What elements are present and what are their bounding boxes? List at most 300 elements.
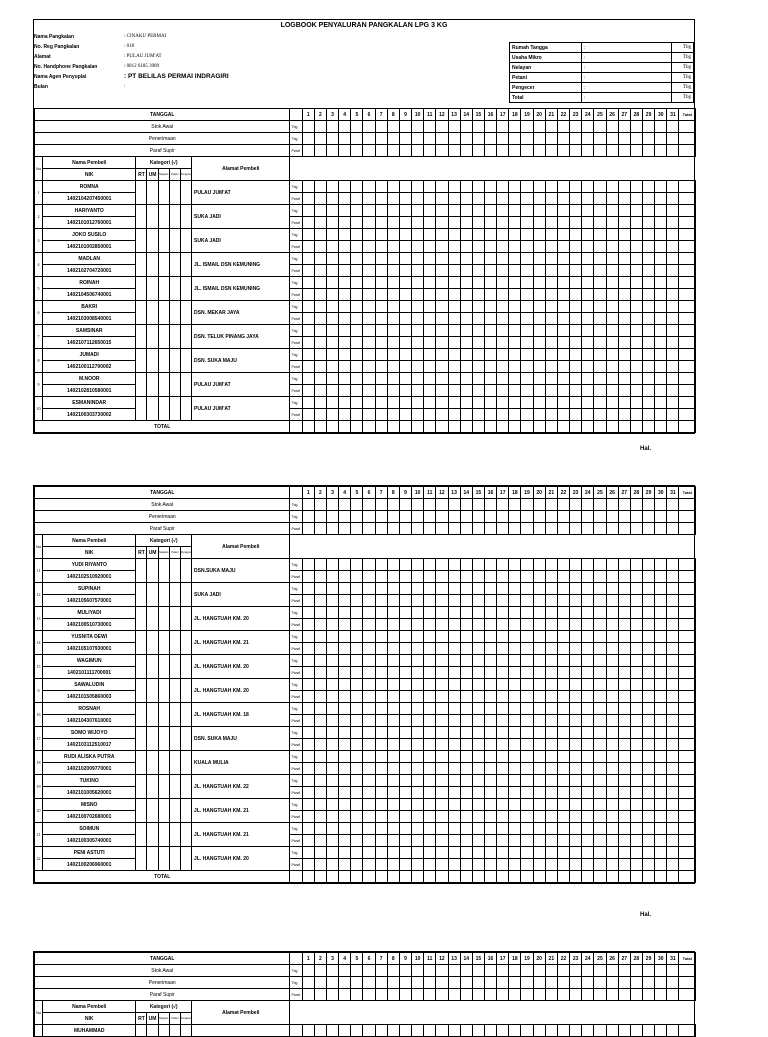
day-cell[interactable] xyxy=(387,373,399,385)
day-cell[interactable] xyxy=(399,631,411,643)
day-cell[interactable] xyxy=(545,811,557,823)
day-cell[interactable] xyxy=(399,787,411,799)
day-cell[interactable] xyxy=(606,811,618,823)
category-checkbox[interactable] xyxy=(169,229,180,253)
day-cell[interactable] xyxy=(679,511,696,523)
day-cell[interactable] xyxy=(630,1025,642,1037)
day-cell[interactable] xyxy=(339,325,351,337)
day-cell[interactable] xyxy=(655,361,667,373)
day-cell[interactable] xyxy=(412,703,424,715)
day-cell[interactable] xyxy=(387,703,399,715)
day-cell[interactable] xyxy=(667,241,679,253)
category-checkbox[interactable] xyxy=(158,655,169,679)
day-cell[interactable] xyxy=(424,799,436,811)
day-cell[interactable] xyxy=(606,229,618,241)
day-cell[interactable] xyxy=(557,607,569,619)
day-cell[interactable] xyxy=(679,775,696,787)
day-cell[interactable] xyxy=(618,301,630,313)
day-cell[interactable] xyxy=(679,871,696,883)
day-cell[interactable] xyxy=(339,583,351,595)
day-cell[interactable] xyxy=(399,301,411,313)
day-cell[interactable] xyxy=(570,1025,582,1037)
day-cell[interactable] xyxy=(484,835,496,847)
day-cell[interactable] xyxy=(594,571,606,583)
day-cell[interactable] xyxy=(424,583,436,595)
day-cell[interactable] xyxy=(424,655,436,667)
day-cell[interactable] xyxy=(424,619,436,631)
day-cell[interactable] xyxy=(339,217,351,229)
day-cell[interactable] xyxy=(497,385,509,397)
day-cell[interactable] xyxy=(484,523,496,535)
day-cell[interactable] xyxy=(618,217,630,229)
day-cell[interactable] xyxy=(375,835,387,847)
day-cell[interactable] xyxy=(424,349,436,361)
day-cell[interactable] xyxy=(497,655,509,667)
day-cell[interactable] xyxy=(314,289,326,301)
day-cell[interactable] xyxy=(643,421,655,433)
category-checkbox[interactable] xyxy=(169,277,180,301)
day-cell[interactable] xyxy=(412,337,424,349)
day-cell[interactable] xyxy=(399,133,411,145)
day-cell[interactable] xyxy=(655,289,667,301)
day-cell[interactable] xyxy=(412,241,424,253)
day-cell[interactable] xyxy=(521,619,533,631)
day-cell[interactable] xyxy=(630,607,642,619)
day-cell[interactable] xyxy=(448,349,460,361)
day-cell[interactable] xyxy=(399,373,411,385)
day-cell[interactable] xyxy=(484,799,496,811)
day-cell[interactable] xyxy=(570,977,582,989)
day-cell[interactable] xyxy=(594,385,606,397)
day-cell[interactable] xyxy=(570,571,582,583)
day-cell[interactable] xyxy=(399,217,411,229)
day-cell[interactable] xyxy=(314,277,326,289)
day-cell[interactable] xyxy=(655,121,667,133)
category-checkbox[interactable] xyxy=(169,301,180,325)
day-cell[interactable] xyxy=(460,511,472,523)
day-cell[interactable] xyxy=(582,619,594,631)
day-cell[interactable] xyxy=(387,871,399,883)
day-cell[interactable] xyxy=(314,361,326,373)
day-cell[interactable] xyxy=(618,121,630,133)
day-cell[interactable] xyxy=(339,193,351,205)
day-cell[interactable] xyxy=(521,511,533,523)
day-cell[interactable] xyxy=(667,989,679,1001)
day-cell[interactable] xyxy=(509,643,521,655)
day-cell[interactable] xyxy=(302,823,314,835)
day-cell[interactable] xyxy=(375,181,387,193)
day-cell[interactable] xyxy=(460,217,472,229)
day-cell[interactable] xyxy=(436,253,448,265)
day-cell[interactable] xyxy=(533,145,545,157)
day-cell[interactable] xyxy=(339,349,351,361)
category-checkbox[interactable] xyxy=(180,751,191,775)
day-cell[interactable] xyxy=(412,739,424,751)
day-cell[interactable] xyxy=(363,301,375,313)
day-cell[interactable] xyxy=(302,751,314,763)
day-cell[interactable] xyxy=(363,349,375,361)
day-cell[interactable] xyxy=(326,301,338,313)
day-cell[interactable] xyxy=(314,313,326,325)
day-cell[interactable] xyxy=(363,337,375,349)
day-cell[interactable] xyxy=(509,859,521,871)
day-cell[interactable] xyxy=(351,145,363,157)
day-cell[interactable] xyxy=(545,799,557,811)
day-cell[interactable] xyxy=(399,349,411,361)
category-checkbox[interactable] xyxy=(180,679,191,703)
day-cell[interactable] xyxy=(545,397,557,409)
day-cell[interactable] xyxy=(679,691,696,703)
day-cell[interactable] xyxy=(339,595,351,607)
day-cell[interactable] xyxy=(351,277,363,289)
day-cell[interactable] xyxy=(521,193,533,205)
day-cell[interactable] xyxy=(533,133,545,145)
category-checkbox[interactable] xyxy=(147,349,158,373)
day-cell[interactable] xyxy=(436,241,448,253)
day-cell[interactable] xyxy=(655,643,667,655)
day-cell[interactable] xyxy=(302,583,314,595)
day-cell[interactable] xyxy=(679,205,696,217)
day-cell[interactable] xyxy=(509,421,521,433)
day-cell[interactable] xyxy=(387,787,399,799)
day-cell[interactable] xyxy=(412,301,424,313)
day-cell[interactable] xyxy=(655,607,667,619)
day-cell[interactable] xyxy=(314,559,326,571)
day-cell[interactable] xyxy=(582,847,594,859)
day-cell[interactable] xyxy=(618,349,630,361)
category-checkbox[interactable] xyxy=(180,397,191,421)
day-cell[interactable] xyxy=(472,751,484,763)
day-cell[interactable] xyxy=(509,205,521,217)
day-cell[interactable] xyxy=(667,325,679,337)
day-cell[interactable] xyxy=(594,181,606,193)
day-cell[interactable] xyxy=(533,631,545,643)
day-cell[interactable] xyxy=(570,835,582,847)
day-cell[interactable] xyxy=(399,397,411,409)
day-cell[interactable] xyxy=(472,739,484,751)
day-cell[interactable] xyxy=(533,595,545,607)
day-cell[interactable] xyxy=(545,679,557,691)
day-cell[interactable] xyxy=(655,799,667,811)
day-cell[interactable] xyxy=(667,595,679,607)
day-cell[interactable] xyxy=(460,715,472,727)
day-cell[interactable] xyxy=(655,775,667,787)
day-cell[interactable] xyxy=(594,241,606,253)
day-cell[interactable] xyxy=(314,511,326,523)
day-cell[interactable] xyxy=(594,989,606,1001)
day-cell[interactable] xyxy=(509,989,521,1001)
category-checkbox[interactable] xyxy=(147,325,158,349)
day-cell[interactable] xyxy=(351,607,363,619)
day-cell[interactable] xyxy=(339,715,351,727)
day-cell[interactable] xyxy=(570,121,582,133)
day-cell[interactable] xyxy=(339,989,351,1001)
day-cell[interactable] xyxy=(557,361,569,373)
day-cell[interactable] xyxy=(643,409,655,421)
day-cell[interactable] xyxy=(460,397,472,409)
day-cell[interactable] xyxy=(533,1025,545,1037)
category-checkbox[interactable] xyxy=(147,607,158,631)
day-cell[interactable] xyxy=(521,787,533,799)
day-cell[interactable] xyxy=(363,229,375,241)
day-cell[interactable] xyxy=(302,871,314,883)
day-cell[interactable] xyxy=(618,667,630,679)
day-cell[interactable] xyxy=(618,499,630,511)
day-cell[interactable] xyxy=(387,835,399,847)
day-cell[interactable] xyxy=(533,763,545,775)
day-cell[interactable] xyxy=(314,871,326,883)
day-cell[interactable] xyxy=(412,559,424,571)
day-cell[interactable] xyxy=(302,265,314,277)
day-cell[interactable] xyxy=(570,301,582,313)
day-cell[interactable] xyxy=(387,583,399,595)
day-cell[interactable] xyxy=(521,349,533,361)
category-checkbox[interactable] xyxy=(158,847,169,871)
day-cell[interactable] xyxy=(618,751,630,763)
day-cell[interactable] xyxy=(545,253,557,265)
day-cell[interactable] xyxy=(351,751,363,763)
day-cell[interactable] xyxy=(582,727,594,739)
day-cell[interactable] xyxy=(679,559,696,571)
day-cell[interactable] xyxy=(630,409,642,421)
day-cell[interactable] xyxy=(484,145,496,157)
day-cell[interactable] xyxy=(399,703,411,715)
day-cell[interactable] xyxy=(424,337,436,349)
category-checkbox[interactable] xyxy=(158,229,169,253)
day-cell[interactable] xyxy=(655,965,667,977)
day-cell[interactable] xyxy=(472,361,484,373)
day-cell[interactable] xyxy=(302,409,314,421)
day-cell[interactable] xyxy=(387,289,399,301)
day-cell[interactable] xyxy=(545,703,557,715)
day-cell[interactable] xyxy=(399,523,411,535)
day-cell[interactable] xyxy=(630,145,642,157)
day-cell[interactable] xyxy=(655,583,667,595)
day-cell[interactable] xyxy=(655,739,667,751)
day-cell[interactable] xyxy=(655,241,667,253)
day-cell[interactable] xyxy=(643,739,655,751)
day-cell[interactable] xyxy=(630,691,642,703)
day-cell[interactable] xyxy=(521,643,533,655)
day-cell[interactable] xyxy=(363,811,375,823)
day-cell[interactable] xyxy=(521,655,533,667)
day-cell[interactable] xyxy=(582,277,594,289)
day-cell[interactable] xyxy=(643,1025,655,1037)
day-cell[interactable] xyxy=(667,619,679,631)
day-cell[interactable] xyxy=(472,715,484,727)
day-cell[interactable] xyxy=(618,385,630,397)
day-cell[interactable] xyxy=(509,409,521,421)
day-cell[interactable] xyxy=(630,337,642,349)
day-cell[interactable] xyxy=(630,559,642,571)
day-cell[interactable] xyxy=(606,715,618,727)
day-cell[interactable] xyxy=(509,289,521,301)
day-cell[interactable] xyxy=(594,523,606,535)
day-cell[interactable] xyxy=(630,703,642,715)
day-cell[interactable] xyxy=(643,965,655,977)
day-cell[interactable] xyxy=(509,763,521,775)
day-cell[interactable] xyxy=(339,277,351,289)
day-cell[interactable] xyxy=(412,775,424,787)
day-cell[interactable] xyxy=(412,571,424,583)
day-cell[interactable] xyxy=(412,655,424,667)
day-cell[interactable] xyxy=(460,133,472,145)
day-cell[interactable] xyxy=(643,977,655,989)
day-cell[interactable] xyxy=(387,253,399,265)
day-cell[interactable] xyxy=(351,361,363,373)
day-cell[interactable] xyxy=(436,313,448,325)
day-cell[interactable] xyxy=(630,787,642,799)
day-cell[interactable] xyxy=(582,145,594,157)
day-cell[interactable] xyxy=(375,667,387,679)
day-cell[interactable] xyxy=(655,499,667,511)
category-checkbox[interactable] xyxy=(147,751,158,775)
day-cell[interactable] xyxy=(509,667,521,679)
day-cell[interactable] xyxy=(460,421,472,433)
day-cell[interactable] xyxy=(521,253,533,265)
day-cell[interactable] xyxy=(472,373,484,385)
day-cell[interactable] xyxy=(436,679,448,691)
day-cell[interactable] xyxy=(484,181,496,193)
day-cell[interactable] xyxy=(326,775,338,787)
day-cell[interactable] xyxy=(570,823,582,835)
day-cell[interactable] xyxy=(509,499,521,511)
day-cell[interactable] xyxy=(484,397,496,409)
day-cell[interactable] xyxy=(679,799,696,811)
day-cell[interactable] xyxy=(314,397,326,409)
day-cell[interactable] xyxy=(606,241,618,253)
day-cell[interactable] xyxy=(594,811,606,823)
day-cell[interactable] xyxy=(363,385,375,397)
day-cell[interactable] xyxy=(533,775,545,787)
day-cell[interactable] xyxy=(472,397,484,409)
day-cell[interactable] xyxy=(424,631,436,643)
day-cell[interactable] xyxy=(545,835,557,847)
day-cell[interactable] xyxy=(667,583,679,595)
day-cell[interactable] xyxy=(302,193,314,205)
day-cell[interactable] xyxy=(655,835,667,847)
day-cell[interactable] xyxy=(326,397,338,409)
day-cell[interactable] xyxy=(302,349,314,361)
day-cell[interactable] xyxy=(533,361,545,373)
day-cell[interactable] xyxy=(472,619,484,631)
day-cell[interactable] xyxy=(484,301,496,313)
day-cell[interactable] xyxy=(436,325,448,337)
day-cell[interactable] xyxy=(545,205,557,217)
day-cell[interactable] xyxy=(667,349,679,361)
day-cell[interactable] xyxy=(655,265,667,277)
day-cell[interactable] xyxy=(436,385,448,397)
day-cell[interactable] xyxy=(582,499,594,511)
day-cell[interactable] xyxy=(557,559,569,571)
day-cell[interactable] xyxy=(570,361,582,373)
day-cell[interactable] xyxy=(497,511,509,523)
day-cell[interactable] xyxy=(339,679,351,691)
day-cell[interactable] xyxy=(643,373,655,385)
day-cell[interactable] xyxy=(679,229,696,241)
day-cell[interactable] xyxy=(314,643,326,655)
day-cell[interactable] xyxy=(594,205,606,217)
day-cell[interactable] xyxy=(630,595,642,607)
day-cell[interactable] xyxy=(302,811,314,823)
day-cell[interactable] xyxy=(667,265,679,277)
day-cell[interactable] xyxy=(533,523,545,535)
day-cell[interactable] xyxy=(339,619,351,631)
day-cell[interactable] xyxy=(545,787,557,799)
day-cell[interactable] xyxy=(424,181,436,193)
day-cell[interactable] xyxy=(655,859,667,871)
day-cell[interactable] xyxy=(424,835,436,847)
day-cell[interactable] xyxy=(387,847,399,859)
day-cell[interactable] xyxy=(521,277,533,289)
day-cell[interactable] xyxy=(618,337,630,349)
day-cell[interactable] xyxy=(472,859,484,871)
day-cell[interactable] xyxy=(339,265,351,277)
day-cell[interactable] xyxy=(424,193,436,205)
day-cell[interactable] xyxy=(326,265,338,277)
day-cell[interactable] xyxy=(570,787,582,799)
day-cell[interactable] xyxy=(339,571,351,583)
day-cell[interactable] xyxy=(472,301,484,313)
category-checkbox[interactable] xyxy=(136,205,147,229)
day-cell[interactable] xyxy=(314,337,326,349)
day-cell[interactable] xyxy=(351,241,363,253)
day-cell[interactable] xyxy=(606,799,618,811)
day-cell[interactable] xyxy=(630,325,642,337)
day-cell[interactable] xyxy=(679,571,696,583)
day-cell[interactable] xyxy=(472,499,484,511)
day-cell[interactable] xyxy=(497,989,509,1001)
category-checkbox[interactable] xyxy=(136,631,147,655)
day-cell[interactable] xyxy=(399,559,411,571)
day-cell[interactable] xyxy=(618,655,630,667)
day-cell[interactable] xyxy=(497,571,509,583)
day-cell[interactable] xyxy=(472,775,484,787)
day-cell[interactable] xyxy=(643,253,655,265)
day-cell[interactable] xyxy=(436,703,448,715)
day-cell[interactable] xyxy=(339,121,351,133)
day-cell[interactable] xyxy=(630,241,642,253)
category-checkbox[interactable] xyxy=(136,349,147,373)
day-cell[interactable] xyxy=(643,265,655,277)
day-cell[interactable] xyxy=(521,871,533,883)
day-cell[interactable] xyxy=(582,811,594,823)
category-checkbox[interactable] xyxy=(180,823,191,847)
day-cell[interactable] xyxy=(509,811,521,823)
day-cell[interactable] xyxy=(594,977,606,989)
day-cell[interactable] xyxy=(606,763,618,775)
day-cell[interactable] xyxy=(582,667,594,679)
day-cell[interactable] xyxy=(618,799,630,811)
day-cell[interactable] xyxy=(630,739,642,751)
day-cell[interactable] xyxy=(509,313,521,325)
day-cell[interactable] xyxy=(375,133,387,145)
day-cell[interactable] xyxy=(460,277,472,289)
day-cell[interactable] xyxy=(460,229,472,241)
day-cell[interactable] xyxy=(363,619,375,631)
day-cell[interactable] xyxy=(326,607,338,619)
day-cell[interactable] xyxy=(363,799,375,811)
day-cell[interactable] xyxy=(460,181,472,193)
day-cell[interactable] xyxy=(557,121,569,133)
day-cell[interactable] xyxy=(618,679,630,691)
day-cell[interactable] xyxy=(618,145,630,157)
day-cell[interactable] xyxy=(399,409,411,421)
day-cell[interactable] xyxy=(484,511,496,523)
day-cell[interactable] xyxy=(399,989,411,1001)
day-cell[interactable] xyxy=(387,301,399,313)
day-cell[interactable] xyxy=(497,397,509,409)
